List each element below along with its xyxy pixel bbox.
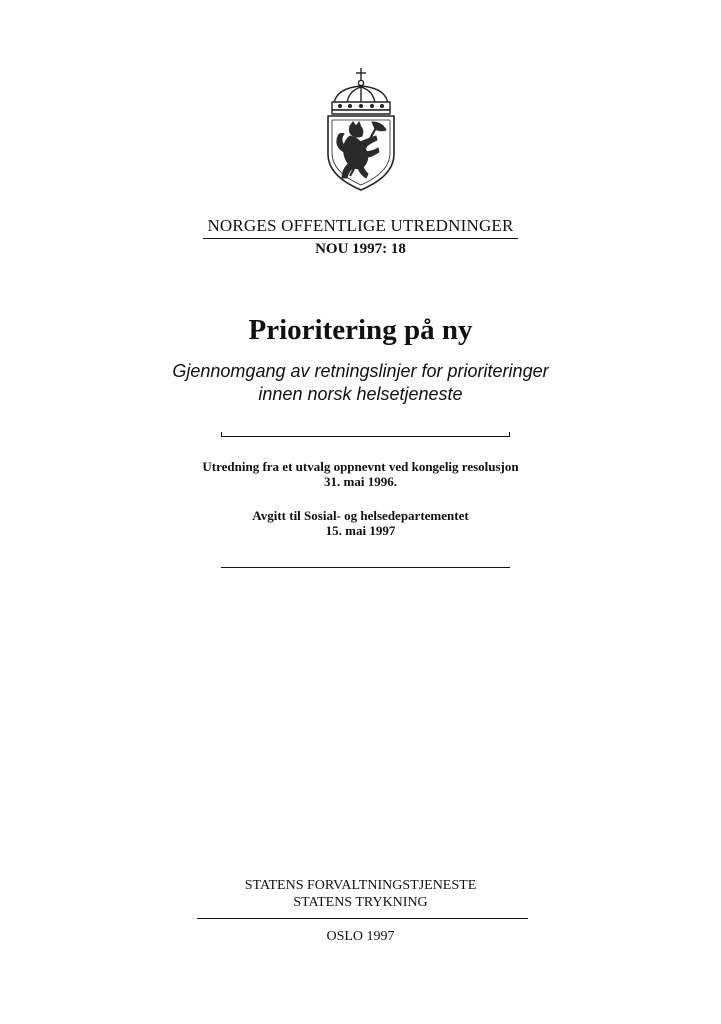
coat-of-arms-icon (320, 66, 402, 194)
commission-line-1: Utredning fra et utvalg oppnevnt ved kongelig resolusjon (202, 459, 519, 474)
document-subtitle (0, 360, 721, 406)
submitted-line-1: Avgitt til Sosial- og helsedepartementet (252, 508, 469, 523)
series-underline (203, 238, 518, 239)
publisher-line-2: STATENS TRYKNING (293, 895, 428, 910)
submitted-line-2: 15. mai 1997 (325, 523, 396, 538)
series-name: NORGES OFFENTLIGE UTREDNINGER (207, 216, 514, 235)
divider-upper (221, 436, 510, 437)
document-title: Prioritering på ny (248, 314, 473, 346)
publisher (0, 877, 721, 911)
commission-statement (0, 459, 721, 489)
divider-lower (221, 567, 510, 568)
divider-publisher (197, 918, 528, 919)
submission-statement (0, 508, 721, 538)
commission-line-2: 31. mai 1996. (324, 474, 397, 489)
place-and-year: OSLO 1997 (326, 929, 395, 944)
publisher-line-1: STATENS FORVALTNINGSTJENESTE (244, 878, 477, 893)
subtitle-line-1: Gjennomgang av retningslinjer for prioriteringer (172, 361, 549, 381)
subtitle-line-2: innen norsk helsetjeneste (258, 384, 463, 404)
report-number: NOU 1997: 18 (315, 241, 406, 257)
